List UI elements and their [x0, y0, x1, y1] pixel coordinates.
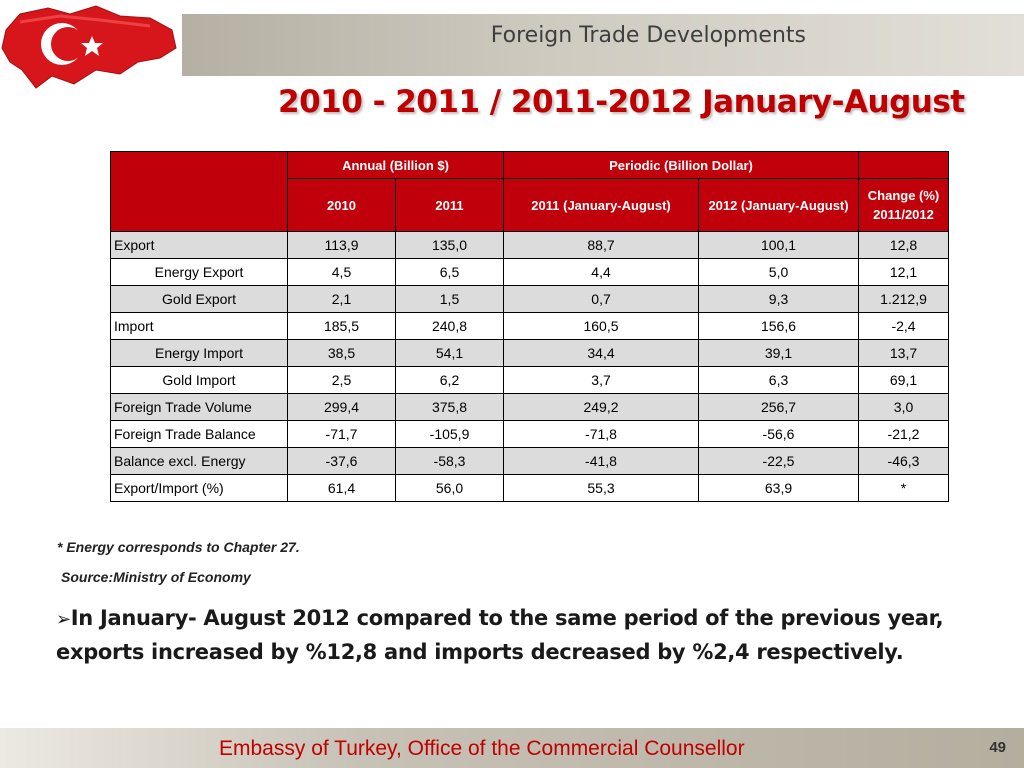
table-row	[111, 286, 949, 313]
table-row	[111, 394, 949, 421]
table-row	[111, 259, 949, 286]
page-number: 49	[989, 739, 1006, 756]
cell-2010: 299,4	[288, 394, 396, 421]
source-note: Source:Ministry of Economy	[61, 569, 251, 585]
cell-change: -21,2	[859, 421, 949, 448]
table-row	[111, 340, 949, 367]
footer-text: Embassy of Turkey, Office of the Commercial Counsellor	[219, 737, 745, 760]
cell-2010: 185,5	[288, 313, 396, 340]
energy-footnote: * Energy corresponds to Chapter 27.	[57, 539, 300, 555]
cell-2011: 6,2	[396, 367, 504, 394]
cell-2011-jan-aug: 160,5	[504, 313, 699, 340]
cell-2010: 113,9	[288, 232, 396, 259]
foreign-trade-table	[110, 151, 949, 502]
header-title: Foreign Trade Developments	[490, 23, 806, 48]
cell-2012-jan-aug: 156,6	[699, 313, 859, 340]
summary-bullet	[56, 602, 996, 669]
cell-2012-jan-aug: 6,3	[699, 367, 859, 394]
cell-2011: 240,8	[396, 313, 504, 340]
cell-2011-jan-aug: 3,7	[504, 367, 699, 394]
cell-2011-jan-aug: 4,4	[504, 259, 699, 286]
cell-2011: -58,3	[396, 448, 504, 475]
cell-2012-jan-aug: 5,0	[699, 259, 859, 286]
col-header-2011-jan-aug: 2011 (January-August)	[504, 179, 699, 232]
cell-change: 12,1	[859, 259, 949, 286]
row-label: Export/Import (%)	[111, 475, 288, 502]
row-label: Import	[111, 313, 288, 340]
cell-2010: 61,4	[288, 475, 396, 502]
change-header-line2: 2011/2012	[873, 207, 934, 222]
change-group-header	[859, 152, 949, 179]
cell-2011: 1,5	[396, 286, 504, 313]
cell-2011: 135,0	[396, 232, 504, 259]
cell-2011: 6,5	[396, 259, 504, 286]
row-label: Balance excl. Energy	[111, 448, 288, 475]
cell-change: 69,1	[859, 367, 949, 394]
row-label: Foreign Trade Balance	[111, 421, 288, 448]
cell-2012-jan-aug: -22,5	[699, 448, 859, 475]
cell-2012-jan-aug: 256,7	[699, 394, 859, 421]
cell-2011: -105,9	[396, 421, 504, 448]
corner-header-cell	[111, 152, 288, 232]
cell-2011-jan-aug: -71,8	[504, 421, 699, 448]
cell-change: *	[859, 475, 949, 502]
cell-2010: -37,6	[288, 448, 396, 475]
periodic-group-header: Periodic (Billion Dollar)	[504, 152, 859, 179]
cell-change: 12,8	[859, 232, 949, 259]
cell-change: 13,7	[859, 340, 949, 367]
row-label: Gold Import	[111, 367, 288, 394]
cell-2011-jan-aug: 0,7	[504, 286, 699, 313]
row-label: Foreign Trade Volume	[111, 394, 288, 421]
cell-2010: 2,5	[288, 367, 396, 394]
table-row	[111, 421, 949, 448]
cell-2012-jan-aug: 39,1	[699, 340, 859, 367]
cell-2010: 2,1	[288, 286, 396, 313]
cell-2011-jan-aug: 249,2	[504, 394, 699, 421]
table-row	[111, 448, 949, 475]
row-label: Export	[111, 232, 288, 259]
cell-2011-jan-aug: -41,8	[504, 448, 699, 475]
cell-2011-jan-aug: 55,3	[504, 475, 699, 502]
summary-text: In January- August 2012 compared to the same period of the previous year, exports increased by %12,8 and imports decreased by %2,4 respectively.	[56, 606, 944, 664]
row-label: Energy Import	[111, 340, 288, 367]
change-header-line1: Change (%)	[867, 188, 940, 203]
cell-2011: 54,1	[396, 340, 504, 367]
col-header-change	[859, 179, 949, 232]
cell-change: -2,4	[859, 313, 949, 340]
cell-2012-jan-aug: 100,1	[699, 232, 859, 259]
col-header-2011: 2011	[396, 179, 504, 232]
cell-2010: 38,5	[288, 340, 396, 367]
cell-2012-jan-aug: 9,3	[699, 286, 859, 313]
cell-2012-jan-aug: 63,9	[699, 475, 859, 502]
cell-2011: 56,0	[396, 475, 504, 502]
cell-2012-jan-aug: -56,6	[699, 421, 859, 448]
turkey-map-flag-icon	[0, 0, 182, 92]
arrow-bullet-icon: ➢	[56, 609, 71, 630]
cell-change: 1.212,9	[859, 286, 949, 313]
table-row	[111, 367, 949, 394]
annual-group-header: Annual (Billion $)	[288, 152, 504, 179]
table-row	[111, 313, 949, 340]
row-label: Gold Export	[111, 286, 288, 313]
cell-2010: -71,7	[288, 421, 396, 448]
row-label: Energy Export	[111, 259, 288, 286]
cell-2010: 4,5	[288, 259, 396, 286]
col-header-2010: 2010	[288, 179, 396, 232]
cell-2011-jan-aug: 34,4	[504, 340, 699, 367]
table-row	[111, 475, 949, 502]
cell-change: -46,3	[859, 448, 949, 475]
cell-2011-jan-aug: 88,7	[504, 232, 699, 259]
col-header-2012-jan-aug: 2012 (January-August)	[699, 179, 859, 232]
cell-change: 3,0	[859, 394, 949, 421]
cell-2011: 375,8	[396, 394, 504, 421]
slide-title: 2010 - 2011 / 2011-2012 January-August	[278, 84, 965, 120]
table-row	[111, 232, 949, 259]
